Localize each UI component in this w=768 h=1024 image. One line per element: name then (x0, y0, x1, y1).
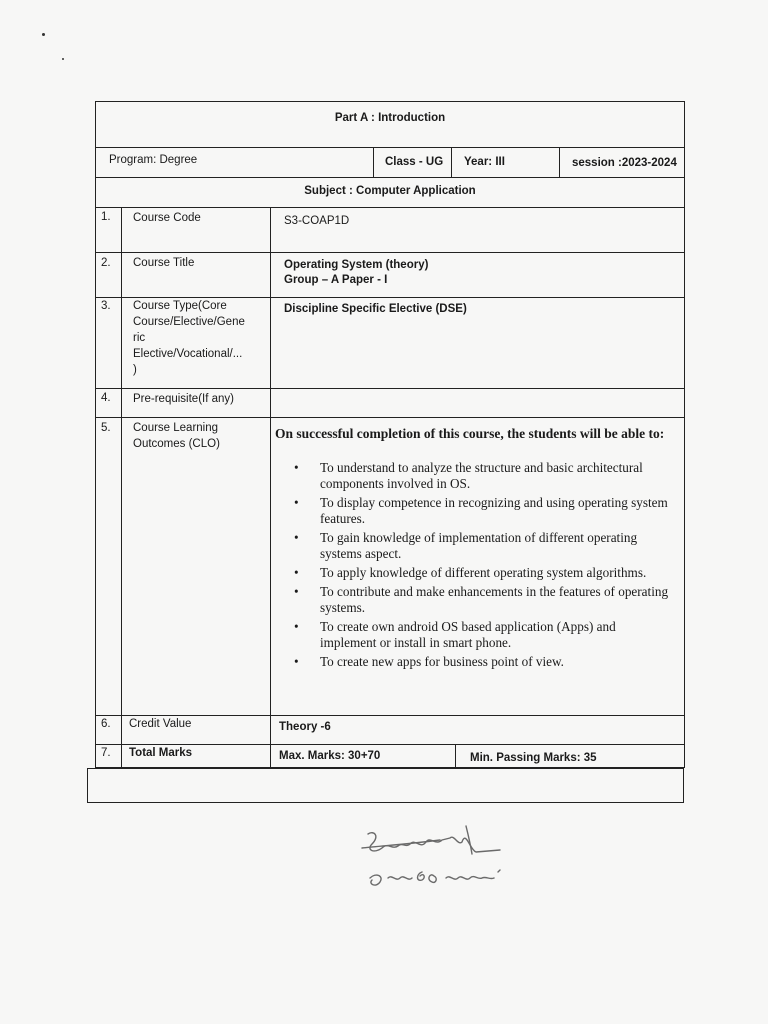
course-code-value: S3-COAP1D (284, 215, 350, 227)
clo-list (294, 460, 674, 673)
clo-item: • To gain knowledge of implementation of different operating systems aspect. (294, 530, 674, 562)
row-number: 1. (101, 211, 111, 223)
program-label: Program: Degree (109, 154, 198, 166)
year-label: Year: III (464, 156, 505, 168)
session-label: session :2023-2024 (572, 157, 677, 169)
bottom-empty-row (87, 768, 684, 803)
course-type-value: Discipline Specific Elective (DSE) (284, 303, 467, 315)
part-title: Part A : Introduction (334, 112, 446, 124)
row-number: 4. (101, 392, 111, 404)
course-title-value: Operating System (theory) (284, 259, 429, 271)
row-number: 2. (101, 257, 111, 269)
row-number: 6. (101, 718, 111, 730)
clo-item: • To create new apps for business point of view. (294, 654, 674, 670)
course-document: Part A : Introduction Program: Degree Class - UG Year: III session :2023-2024 Subject : Computer Application 1. Course Code S3-COAP1D 2. Course Title Operating System (theory) Group – A Paper - I 3. Course Type(Core Course/Elective/Gene ric Elective/Vocational/... ) Discipline Specific Elective (DSE) 4. Pre-requisite(If any) 5. Course Learning Outcomes (CLO) 6. Credit Value Theory -6 7. Total Marks Max. Marks: 30+70 Min. Passing Marks: 35 (87, 101, 685, 803)
clo-intro: On successful completion of this course, the students will be able to: (275, 426, 665, 441)
max-marks-value: Max. Marks: 30+70 (279, 750, 381, 762)
course-title-label: Course Title (133, 257, 195, 269)
class-label: Class - UG (385, 156, 444, 168)
clo-item: • To understand to analyze the structure and basic architectural components involved in OS. (294, 460, 674, 492)
course-code-label: Course Code (133, 212, 201, 224)
credit-value-label: Credit Value (129, 718, 192, 730)
clo-label-line: Outcomes (CLO) (133, 438, 220, 450)
scan-speck (42, 33, 45, 36)
row-number: 5. (101, 422, 111, 434)
row-number: 3. (101, 300, 111, 312)
clo-label-line: Course Learning (133, 422, 219, 434)
row-number: 7. (101, 747, 111, 759)
total-marks-label: Total Marks (129, 747, 193, 759)
course-group-value: Group – A Paper - I (284, 274, 388, 286)
clo-item: • To apply knowledge of different operating system algorithms. (294, 565, 674, 581)
signature (350, 820, 530, 900)
subject-title: Subject : Computer Application (304, 185, 476, 197)
prerequisite-label: Pre-requisite(If any) (133, 393, 234, 405)
credit-value: Theory -6 (279, 721, 331, 733)
scan-speck (62, 58, 64, 60)
clo-item: • To create own android OS based application (Apps) and implement or install in smart phone. (294, 619, 674, 651)
clo-item: • To display competence in recognizing and using operating system features. (294, 495, 674, 527)
min-passing-marks-value: Min. Passing Marks: 35 (470, 752, 597, 764)
clo-item: • To contribute and make enhancements in the features of operating systems. (294, 584, 674, 616)
